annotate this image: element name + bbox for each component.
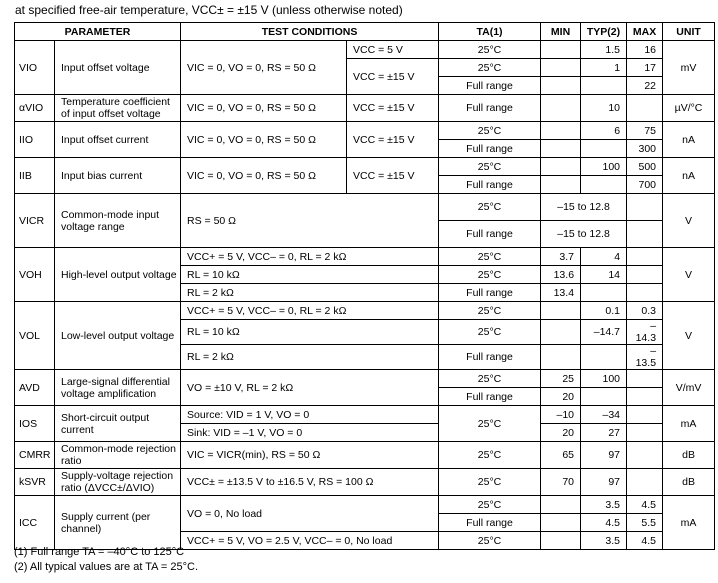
max-cell: 5.5 bbox=[627, 514, 663, 532]
unit-cell: V bbox=[663, 248, 715, 302]
parameter-cell: Short-circuit output current bbox=[55, 406, 181, 442]
parameter-cell: Input offset current bbox=[55, 122, 181, 158]
min-cell bbox=[541, 532, 581, 550]
min-cell bbox=[541, 59, 581, 77]
condition-cell: RL = 10 kΩ bbox=[181, 266, 439, 284]
header-unit: UNIT bbox=[663, 23, 715, 41]
condition-cell: VCC± = ±13.5 V to ±16.5 V, RS = 100 Ω bbox=[181, 469, 439, 496]
max-cell bbox=[627, 469, 663, 496]
max-cell: 17 bbox=[627, 59, 663, 77]
condition-cell: RL = 2 kΩ bbox=[181, 284, 439, 302]
parameter-cell: Common-mode rejection ratio bbox=[55, 442, 181, 469]
min-cell bbox=[541, 122, 581, 140]
condition-cell: VIC = VICR(min), RS = 50 Ω bbox=[181, 442, 439, 469]
min-cell: 70 bbox=[541, 469, 581, 496]
ta-cell: 25°C bbox=[439, 41, 541, 59]
header-max: MAX bbox=[627, 23, 663, 41]
supply-cell: VCC = ±15 V bbox=[347, 158, 439, 194]
min-cell: –15 to 12.8 bbox=[541, 221, 627, 248]
ta-cell: Full range bbox=[439, 77, 541, 95]
max-cell bbox=[627, 266, 663, 284]
symbol-cell: VICR bbox=[15, 194, 55, 248]
typ-cell bbox=[581, 284, 627, 302]
symbol-cell: AVD bbox=[15, 370, 55, 406]
ta-cell: 25°C bbox=[439, 370, 541, 388]
max-cell: 4.5 bbox=[627, 496, 663, 514]
unit-cell: µV/°C bbox=[663, 95, 715, 122]
unit-cell: mA bbox=[663, 496, 715, 550]
ta-cell: 25°C bbox=[439, 59, 541, 77]
ta-cell: 25°C bbox=[439, 158, 541, 176]
typ-cell: 4 bbox=[581, 248, 627, 266]
table-row bbox=[15, 406, 715, 424]
table-row bbox=[15, 302, 715, 320]
typ-cell: –34 bbox=[581, 406, 627, 424]
electrical-characteristics-table bbox=[14, 22, 715, 550]
min-cell bbox=[541, 514, 581, 532]
symbol-cell: IOS bbox=[15, 406, 55, 442]
symbol-cell: CMRR bbox=[15, 442, 55, 469]
min-cell bbox=[541, 176, 581, 194]
symbol-cell: VIO bbox=[15, 41, 55, 95]
header-ta: TA(1) bbox=[439, 23, 541, 41]
ta-cell: 25°C bbox=[439, 266, 541, 284]
condition-cell: Sink: VID = –1 V, VO = 0 bbox=[181, 424, 439, 442]
parameter-cell: Supply current (per channel) bbox=[55, 496, 181, 550]
header-test-conditions: TEST CONDITIONS bbox=[181, 23, 439, 41]
ta-cell: Full range bbox=[439, 284, 541, 302]
max-cell: 75 bbox=[627, 122, 663, 140]
ta-cell: 25°C bbox=[439, 320, 541, 345]
typ-cell: 27 bbox=[581, 424, 627, 442]
unit-cell: dB bbox=[663, 469, 715, 496]
parameter-cell: Input bias current bbox=[55, 158, 181, 194]
table-row bbox=[15, 496, 715, 514]
ta-cell: Full range bbox=[439, 95, 541, 122]
symbol-cell: αVIO bbox=[15, 95, 55, 122]
footnote-1: (1) Full range TA = –40°C to 125°C bbox=[14, 546, 185, 558]
max-cell bbox=[627, 388, 663, 406]
condition-cell: RL = 10 kΩ bbox=[181, 320, 439, 345]
ta-cell: Full range bbox=[439, 514, 541, 532]
max-cell: 4.5 bbox=[627, 532, 663, 550]
max-cell bbox=[627, 284, 663, 302]
ta-cell: 25°C bbox=[439, 122, 541, 140]
min-cell: 25 bbox=[541, 370, 581, 388]
ta-cell: 25°C bbox=[439, 532, 541, 550]
parameter-cell: Supply-voltage rejection ratio (ΔVCC±/ΔVIO) bbox=[55, 469, 181, 496]
symbol-cell: ICC bbox=[15, 496, 55, 550]
ta-cell: Full range bbox=[439, 345, 541, 370]
ta-cell: 25°C bbox=[439, 496, 541, 514]
ta-cell: Full range bbox=[439, 140, 541, 158]
unit-cell: mV bbox=[663, 41, 715, 95]
min-cell: 13.6 bbox=[541, 266, 581, 284]
max-cell bbox=[627, 221, 663, 248]
ta-cell: 25°C bbox=[439, 302, 541, 320]
ta-cell: 25°C bbox=[439, 406, 541, 442]
footnote-2: (2) All typical values are at TA = 25°C. bbox=[14, 561, 199, 573]
typ-cell: 10 bbox=[581, 95, 627, 122]
typ-cell: 6 bbox=[581, 122, 627, 140]
ta-cell: 25°C bbox=[439, 469, 541, 496]
typ-cell bbox=[581, 388, 627, 406]
max-cell bbox=[627, 248, 663, 266]
min-cell bbox=[541, 496, 581, 514]
ta-cell: Full range bbox=[439, 176, 541, 194]
typ-cell: 1 bbox=[581, 59, 627, 77]
table-caption: at specified free-air temperature, VCC± = ±15 V (unless otherwise noted) bbox=[15, 3, 403, 17]
typ-cell: 97 bbox=[581, 442, 627, 469]
header-parameter: PARAMETER bbox=[15, 23, 181, 41]
symbol-cell: VOH bbox=[15, 248, 55, 302]
condition-cell: VCC+ = 5 V, VCC– = 0, RL = 2 kΩ bbox=[181, 302, 439, 320]
unit-cell: V bbox=[663, 194, 715, 248]
table-row bbox=[15, 248, 715, 266]
min-cell: 13.4 bbox=[541, 284, 581, 302]
max-cell: 0.3 bbox=[627, 302, 663, 320]
max-cell: 500 bbox=[627, 158, 663, 176]
supply-cell: VCC = ±15 V bbox=[347, 122, 439, 158]
min-cell bbox=[541, 320, 581, 345]
typ-cell: 100 bbox=[581, 370, 627, 388]
condition-cell: VCC+ = 5 V, VCC– = 0, RL = 2 kΩ bbox=[181, 248, 439, 266]
typ-cell bbox=[581, 140, 627, 158]
max-cell: 16 bbox=[627, 41, 663, 59]
symbol-cell: IIO bbox=[15, 122, 55, 158]
max-cell: 22 bbox=[627, 77, 663, 95]
parameter-cell: Input offset voltage bbox=[55, 41, 181, 95]
unit-cell: V bbox=[663, 302, 715, 370]
table-row bbox=[15, 41, 715, 59]
max-cell bbox=[627, 442, 663, 469]
condition-cell: VIC = 0, VO = 0, RS = 50 Ω bbox=[181, 122, 347, 158]
condition-cell: VIC = 0, VO = 0, RS = 50 Ω bbox=[181, 95, 347, 122]
max-cell: –14.3 bbox=[627, 320, 663, 345]
min-cell bbox=[541, 41, 581, 59]
supply-cell: VCC = ±15 V bbox=[347, 95, 439, 122]
unit-cell: mA bbox=[663, 406, 715, 442]
typ-cell: –14.7 bbox=[581, 320, 627, 345]
unit-cell: nA bbox=[663, 122, 715, 158]
min-cell: 20 bbox=[541, 388, 581, 406]
max-cell: –13.5 bbox=[627, 345, 663, 370]
typ-cell bbox=[581, 77, 627, 95]
parameter-cell: Low-level output voltage bbox=[55, 302, 181, 370]
parameter-cell: Large-signal differential voltage amplification bbox=[55, 370, 181, 406]
condition-cell: RL = 2 kΩ bbox=[181, 345, 439, 370]
table-row bbox=[15, 122, 715, 140]
header-row bbox=[15, 23, 715, 41]
symbol-cell: kSVR bbox=[15, 469, 55, 496]
table-row bbox=[15, 442, 715, 469]
typ-cell: 14 bbox=[581, 266, 627, 284]
parameter-cell: Common-mode input voltage range bbox=[55, 194, 181, 248]
min-cell bbox=[541, 302, 581, 320]
supply-cell: VCC = 5 V bbox=[347, 41, 439, 59]
typ-cell: 4.5 bbox=[581, 514, 627, 532]
parameter-cell: High-level output voltage bbox=[55, 248, 181, 302]
table-row bbox=[15, 194, 715, 221]
min-cell: 3.7 bbox=[541, 248, 581, 266]
ta-cell: Full range bbox=[439, 221, 541, 248]
unit-cell: nA bbox=[663, 158, 715, 194]
table-row bbox=[15, 469, 715, 496]
condition-cell: VIC = 0, VO = 0, RS = 50 Ω bbox=[181, 158, 347, 194]
table-row bbox=[15, 95, 715, 122]
min-cell bbox=[541, 345, 581, 370]
condition-cell: VO = 0, No load bbox=[181, 496, 439, 532]
symbol-cell: VOL bbox=[15, 302, 55, 370]
unit-cell: dB bbox=[663, 442, 715, 469]
typ-cell: 3.5 bbox=[581, 496, 627, 514]
condition-cell: RS = 50 Ω bbox=[181, 194, 439, 248]
condition-cell: Source: VID = 1 V, VO = 0 bbox=[181, 406, 439, 424]
typ-cell: 1.5 bbox=[581, 41, 627, 59]
symbol-cell: IIB bbox=[15, 158, 55, 194]
min-cell: –10 bbox=[541, 406, 581, 424]
unit-cell: V/mV bbox=[663, 370, 715, 406]
typ-cell: 97 bbox=[581, 469, 627, 496]
table-row bbox=[15, 370, 715, 388]
min-cell: –15 to 12.8 bbox=[541, 194, 627, 221]
supply-cell: VCC = ±15 V bbox=[347, 59, 439, 95]
condition-cell: VO = ±10 V, RL = 2 kΩ bbox=[181, 370, 439, 406]
condition-cell: VCC+ = 5 V, VO = 2.5 V, VCC– = 0, No load bbox=[181, 532, 439, 550]
max-cell: 300 bbox=[627, 140, 663, 158]
typ-cell: 3.5 bbox=[581, 532, 627, 550]
max-cell bbox=[627, 194, 663, 221]
min-cell bbox=[541, 95, 581, 122]
ta-cell: 25°C bbox=[439, 442, 541, 469]
header-typ: TYP(2) bbox=[581, 23, 627, 41]
ta-cell: 25°C bbox=[439, 248, 541, 266]
max-cell bbox=[627, 370, 663, 388]
condition-cell: VIC = 0, VO = 0, RS = 50 Ω bbox=[181, 41, 347, 95]
header-min: MIN bbox=[541, 23, 581, 41]
max-cell bbox=[627, 95, 663, 122]
ta-cell: 25°C bbox=[439, 194, 541, 221]
table-row bbox=[15, 158, 715, 176]
min-cell bbox=[541, 140, 581, 158]
min-cell bbox=[541, 158, 581, 176]
typ-cell bbox=[581, 176, 627, 194]
max-cell bbox=[627, 424, 663, 442]
parameter-cell: Temperature coefficient of input offset voltage bbox=[55, 95, 181, 122]
max-cell bbox=[627, 406, 663, 424]
max-cell: 700 bbox=[627, 176, 663, 194]
min-cell: 65 bbox=[541, 442, 581, 469]
typ-cell: 0.1 bbox=[581, 302, 627, 320]
typ-cell bbox=[581, 345, 627, 370]
typ-cell: 100 bbox=[581, 158, 627, 176]
ta-cell: Full range bbox=[439, 388, 541, 406]
min-cell bbox=[541, 77, 581, 95]
min-cell: 20 bbox=[541, 424, 581, 442]
